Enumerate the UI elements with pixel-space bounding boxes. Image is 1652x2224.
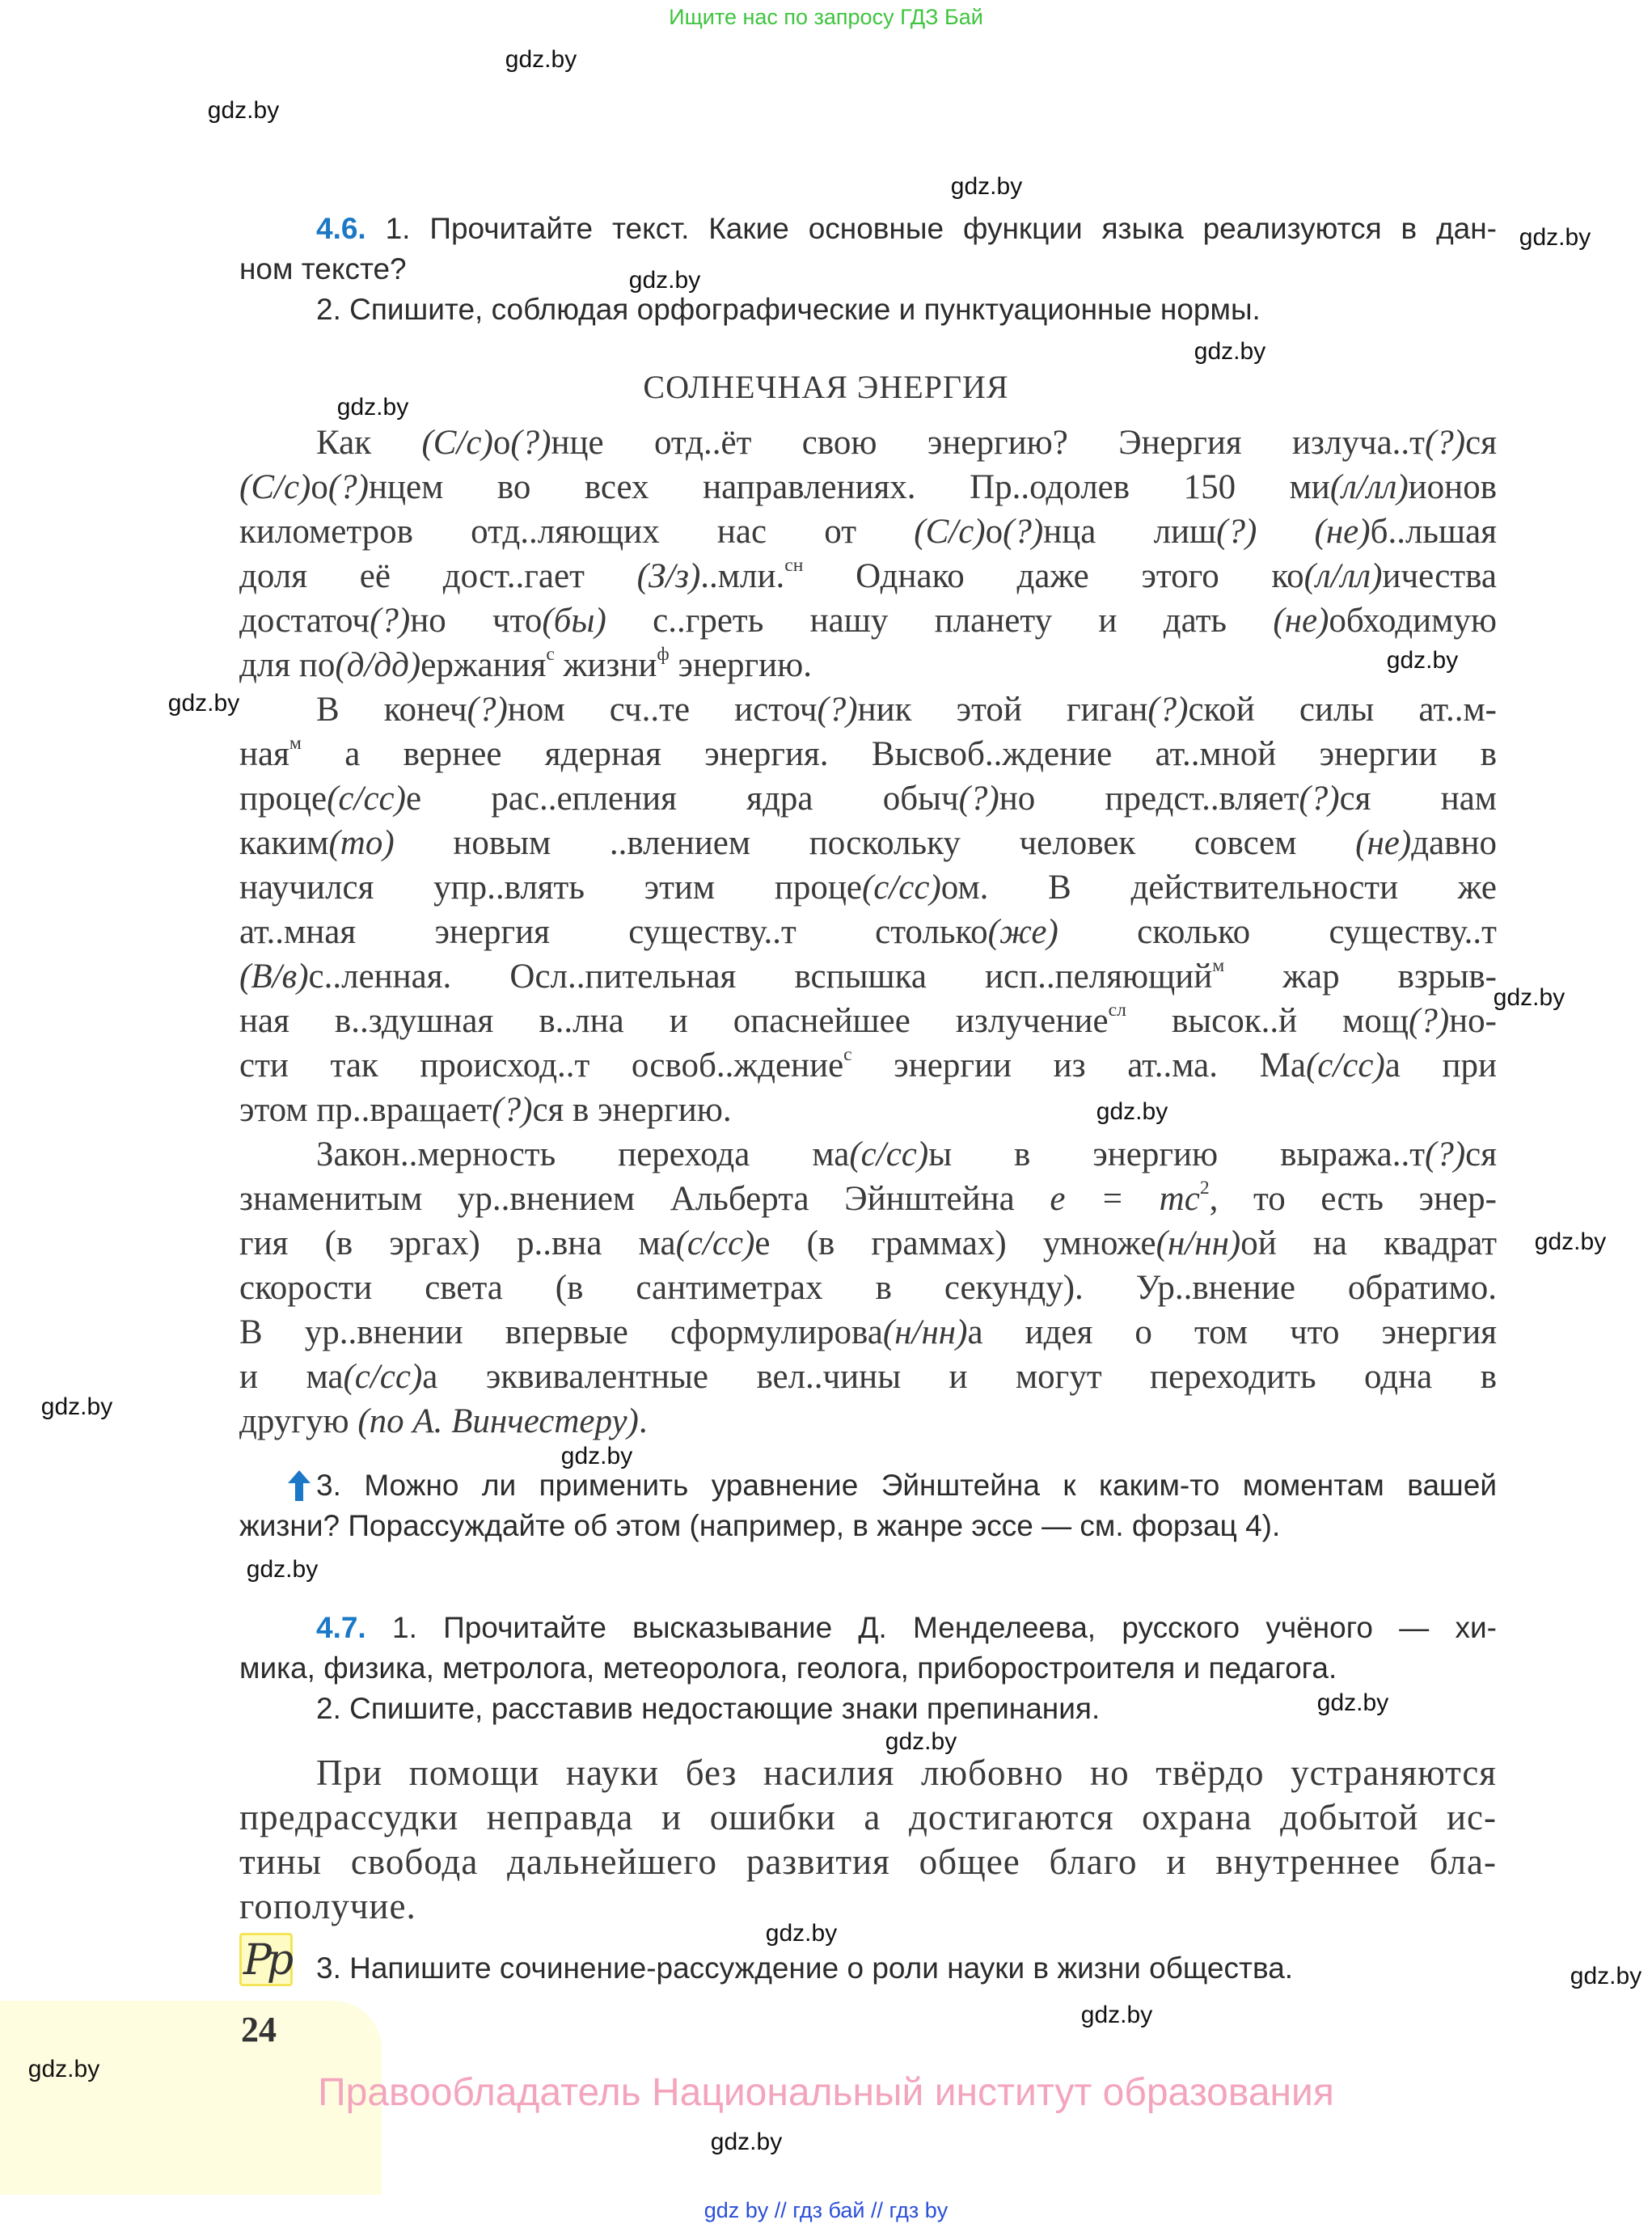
italic-fragment: (?) <box>1003 513 1044 551</box>
page-number: 24 <box>241 2010 277 2049</box>
italic-fragment: (же) <box>987 913 1058 951</box>
watermark: gdz.by <box>336 394 409 421</box>
exercise-4-7-task-3 <box>239 1948 1497 1989</box>
italic-fragment: (д/дд) <box>335 646 421 684</box>
watermark: gdz.by <box>765 1920 838 1947</box>
exercise-4-7-text <box>239 1751 1497 1929</box>
italic-fragment: (?) <box>467 691 508 729</box>
italic-fragment: (?) <box>817 691 858 729</box>
text-title: СОЛНЕЧНАЯ ЭНЕРГИЯ <box>643 369 1009 405</box>
text-line: (В/в)с..ленная. Осл..пительная вспышка исп..пеляющий$^м$ жар взрыв- <box>239 954 1497 996</box>
text-line: ная$^м$ а вернее ядерная энергия. Высвоб..ждение ат..мной энергии в <box>239 732 1497 773</box>
paragraph-first-line: 4.6. 1. Прочитайте текст. Какие основные функции языка реализуются в дан- <box>316 212 1497 245</box>
footnote-mark: 2 <box>1199 1177 1210 1199</box>
paragraph-first-line: 4.7. 1. Прочитайте высказывание Д. Менделеева, русского учёного — хи- <box>316 1611 1497 1644</box>
italic-fragment: (л/лл) <box>1329 468 1409 506</box>
text-line: достаточ(?)но что(бы) с..греть нашу планету и дать (не)обходимую <box>239 602 1497 640</box>
paragraph-first-line: Как (С/с)о(?)нце отд..ёт свою энергию? Энергия излуча..т(?)ся <box>316 424 1497 462</box>
text-line: В ур..внении впервые сформулирова(н/нн)а идея о том что энергия <box>239 1313 1497 1351</box>
paragraph-first-line: Закон..мерность перехода ма(с/сс)ы в энергию выража..т(?)ся <box>316 1135 1498 1173</box>
italic-fragment: (бы) <box>542 602 606 640</box>
text-line: ат..мная энергия существу..т столько(же) сколько существу..т <box>239 913 1497 951</box>
text-line: гия (в эргах) р..вна ма(с/сс)е (в граммах) умноже(н/нн)ой на квадрат <box>239 1224 1498 1262</box>
watermark: gdz.by <box>1570 1963 1642 1989</box>
watermark: gdz.by <box>710 2129 783 2155</box>
paragraph-first-line: При помощи науки без насилия любовно но твёрдо устраняются <box>316 1753 1497 1793</box>
italic-fragment: (с/сс) <box>343 1358 423 1396</box>
footnote-mark: м <box>289 732 302 754</box>
exercise-4-6-task-3 <box>239 1465 1497 1546</box>
watermark: gdz.by <box>1534 1228 1607 1255</box>
text-line: тины свобода дальнейшего развития общее благо и внутреннее бла- <box>239 1841 1497 1882</box>
footnote-mark: с <box>843 1043 852 1065</box>
italic-fragment: (В/в) <box>239 958 309 996</box>
italic-fragment: (по А. Винчестеру) <box>357 1402 639 1440</box>
italic-fragment: (не) <box>1355 824 1412 862</box>
italic-fragment: (?) <box>1409 1002 1450 1040</box>
watermark: gdz.by <box>207 97 280 124</box>
italic-fragment: (?) <box>370 602 411 640</box>
watermark: gdz.by <box>885 1728 957 1755</box>
text-line: этом пр..вращает(?)ся в энергию. <box>239 1091 732 1129</box>
italic-fragment: (то) <box>328 824 395 862</box>
exercise-number: 4.7. <box>316 1611 392 1644</box>
italic-fragment: (?) <box>327 468 369 506</box>
watermark: gdz.by <box>167 690 240 717</box>
italic-fragment: (с/сс) <box>675 1224 755 1262</box>
italic-fragment: (н/нн) <box>1156 1224 1241 1262</box>
italic-fragment: (?) <box>1425 1135 1466 1173</box>
watermark: gdz.by <box>246 1556 319 1583</box>
text-line: гополучие. <box>239 1886 416 1926</box>
italic-fragment: (?) <box>958 780 999 818</box>
italic-fragment: (с/сс) <box>1305 1046 1385 1085</box>
footnote-mark: ф <box>657 643 670 665</box>
text-line: знаменитым ур..внением Альберта Эйнштейна $e = mc^2$, то есть энер- <box>239 1177 1497 1218</box>
text-line: и ма(с/сс)а эквивалентные вел..чины и могут переходить одна в <box>239 1358 1497 1396</box>
footnote-mark: сн <box>784 554 804 576</box>
text-line: (С/с)о(?)нцем во всех направлениях. Пр..одолев 150 ми(л/лл)ионов <box>239 468 1497 506</box>
italic-fragment: (?) <box>1299 780 1340 818</box>
search-banner[interactable]: Ищите нас по запросу ГДЗ Бай <box>669 5 983 29</box>
text-line: каким(то) новым ..влением поскольку человек совсем (не)давно <box>239 824 1497 862</box>
text-line: ная в..здушная в..лна и опаснейшее излучение$^{сл}$ высок..й мощ(?)но- <box>239 999 1497 1040</box>
paragraph-first-line: 3. Можно ли применить уравнение Эйнштейна к каким-то моментам вашей <box>316 1469 1497 1502</box>
text-line: предрассудки неправда и ошибки а достигаются охрана добытой ис- <box>239 1797 1497 1837</box>
text-line: жизни? Порассуждайте об этом (например, в жанре эссе — см. форзац 4). <box>239 1509 1281 1542</box>
text-line: скорости света (в сантиметрах в секунду). Ур..внение обратимо. <box>239 1269 1497 1307</box>
paragraph-first-line: 2. Спишите, соблюдая орфографические и пунктуационные нормы. <box>316 293 1261 326</box>
essay-icon: Pp <box>239 1933 293 1986</box>
copyright-notice: Правообладатель Национальный институт образования <box>318 2071 1334 2114</box>
footnote-mark: м <box>1212 954 1225 976</box>
italic-fragment: (не) <box>1314 513 1371 551</box>
text-line: километров отд..ляющих нас от (С/с)о(?)нца лиш(?) (не)б..льшая <box>239 513 1497 551</box>
watermark: gdz.by <box>1096 1098 1168 1125</box>
italic-fragment: (С/с) <box>914 513 986 551</box>
exercise-4-6-task <box>239 209 1497 330</box>
italic-fragment: (с/сс) <box>327 780 406 818</box>
italic-fragment: e = mc <box>1050 1180 1200 1218</box>
italic-fragment: (С/с) <box>421 424 493 462</box>
italic-fragment: (?) <box>510 424 551 462</box>
watermark: gdz.by <box>1080 2002 1153 2028</box>
watermark: gdz.by <box>628 267 701 294</box>
footer-links[interactable]: gdz by // гдз бай // гдз by <box>703 2198 949 2222</box>
text-line: проце(с/сс)е рас..епления ядра обыч(?)но предст..вляет(?)ся нам <box>239 780 1497 818</box>
italic-fragment: (?) <box>1216 513 1257 551</box>
watermark: gdz.by <box>1493 984 1565 1011</box>
italic-fragment: (с/сс) <box>849 1135 929 1173</box>
exercise-4-6-text <box>239 421 1497 1444</box>
italic-fragment: (?) <box>1147 691 1189 729</box>
italic-fragment: (?) <box>1424 424 1466 462</box>
footnote-mark: сл <box>1108 999 1126 1021</box>
exercise-number: 4.6. <box>316 212 386 245</box>
watermark: gdz.by <box>1316 1689 1389 1716</box>
text-line: сти так происход..т освоб..ждение$^с$ энергии из ат..ма. Ма(с/сс)а при <box>239 1043 1497 1085</box>
watermark: gdz.by <box>560 1443 633 1469</box>
italic-fragment: (?) <box>492 1091 533 1129</box>
italic-fragment: (с/сс) <box>861 869 941 907</box>
exercise-4-7-task <box>239 1608 1497 1729</box>
watermark: gdz.by <box>27 2056 100 2082</box>
text-line: другую (по А. Винчестеру). <box>239 1402 648 1440</box>
paragraph-first-line: В конеч(?)ном сч..те источ(?)ник этой гиган(?)ской силы ат..м- <box>316 691 1497 729</box>
text-line: ном тексте? <box>239 252 407 285</box>
watermark: gdz.by <box>1386 647 1459 674</box>
italic-fragment: (С/с) <box>239 468 311 506</box>
watermark: gdz.by <box>1519 224 1591 251</box>
text-line: для по(д/дд)ержания$^с$ жизни$^ф$ энергию. <box>239 643 813 684</box>
text-line: мика, физика, метролога, метеоролога, геолога, приборостроителя и педагога. <box>239 1651 1337 1685</box>
watermark: gdz.by <box>1194 338 1266 365</box>
footnote-mark: с <box>546 643 555 665</box>
italic-fragment: (л/лл) <box>1303 557 1383 595</box>
text-line: научился упр..влять этим проце(с/сс)ом. В действительности же <box>239 869 1498 907</box>
task-line: 3. Напишите сочинение-рассуждение о роли науки в жизни общества. <box>316 1951 1294 1985</box>
watermark: gdz.by <box>950 173 1023 200</box>
paragraph-first-line: 2. Спишите, расставив недостающие знаки препинания. <box>316 1692 1101 1725</box>
italic-fragment: (З/з) <box>636 557 701 595</box>
italic-fragment: (н/нн) <box>882 1313 968 1351</box>
italic-fragment: (не) <box>1273 602 1329 640</box>
text-line: доля её дост..гает (З/з)..мли.$^{сн}$ Однако даже этого ко(л/лл)ичества <box>239 554 1497 595</box>
watermark: gdz.by <box>505 46 577 73</box>
watermark: gdz.by <box>40 1393 113 1420</box>
